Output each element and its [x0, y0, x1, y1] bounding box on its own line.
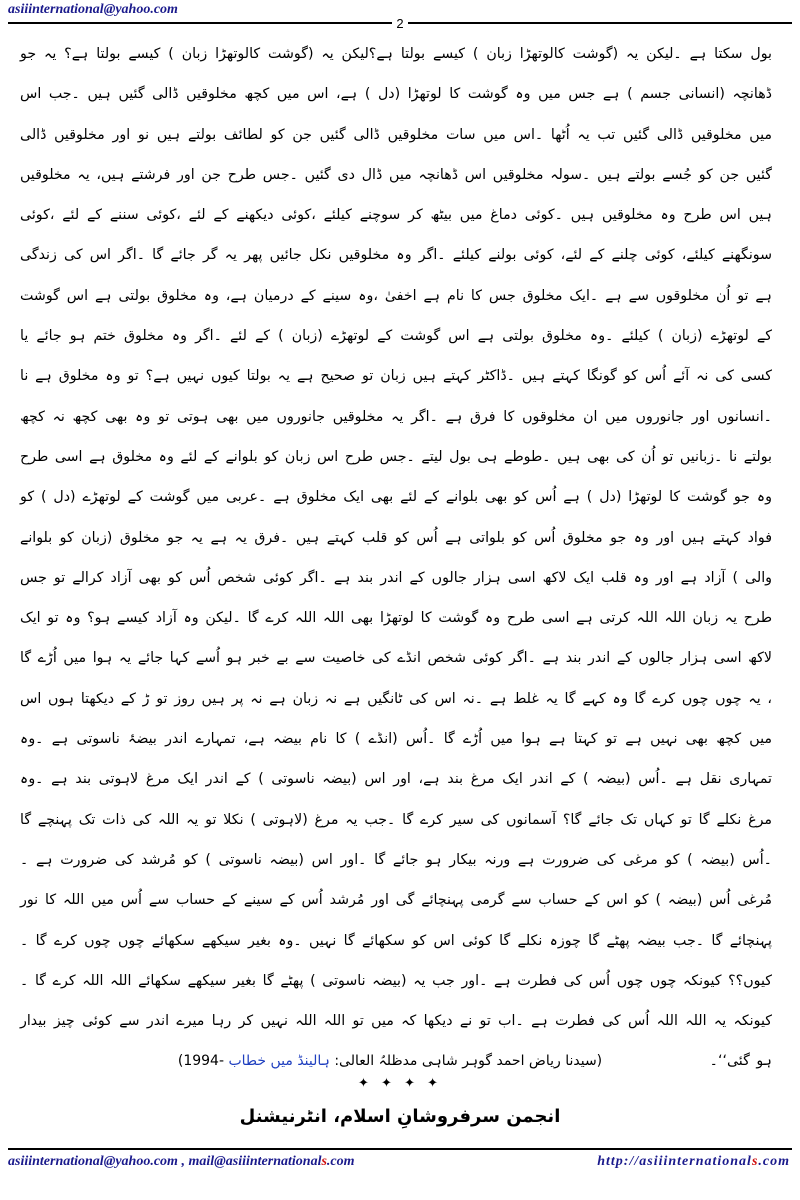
citation-prefix: (سیدنا ریاض احمد گوہر شاہی مدظلہُ العالی: [334, 1053, 603, 1069]
footer-website-link[interactable] [597, 1154, 790, 1170]
footer-emails[interactable] [8, 1154, 355, 1170]
page-number: 2 [392, 16, 407, 31]
footer-website-domain: .com [758, 1154, 790, 1169]
page-number-wrap [0, 16, 800, 31]
article-body [20, 34, 772, 1082]
article-paragraph: بول سکتا ہے ۔لیکن یہ (گوشت کالوتھڑا زبان ) کیسے بولتا ہے؟لیکن یہ (گوشت کالوتھڑا زبان ) کیسے بولتا ہے؟ یہ جو ڈھانچہ (انسانی جسم ) ہے جس میں وہ گوشت کا لوتھڑا (دل ) ہے، اس میں کچھ مخلوقیں ڈالی گئیں ہیں ۔جب اس میں مخلوقیں ڈالی گئیں تب یہ اُٹھا ۔اس میں سات مخلوقیں ڈالی گئیں جن کو لطائف بولتے ہیں نو اور مخلوقیں ڈالی گئیں جن کو جُسے بولتے ہیں ۔سولہ مخلوقیں اس ڈھانچہ میں ڈال دی گئیں ۔جس طرح جن اور فرشتے ہیں، یہ مخلوقیں ہیں اس طرح وہ مخلوقیں ہیں ۔کوئی دماغ میں بیٹھ کر سوچنے کیلئے ،کوئی دیکھنے کے لئے ،کوئی سننے کے لئے ،کوئی سونگھنے کیلئے، کوئی چلنے کے لئے، کوئی بولنے کیلئے ۔اگر وہ مخلوقیں نکل جائیں پھر یہ گر جائے گا ۔اگر اس کی زندگی ہے تو اُن مخلوقوں سے ہے ۔ایک مخلوق جس کا نام ہے اخفیٰ ،وہ سینے کے درمیان ہے، وہ مخلوق بولتی ہے اس گوشت کے لوتھڑے (زبان ) کیلئے ۔وہ مخلوق بولتی ہے اس گوشت کے لوتھڑے (زبان ) کے لئے ۔اگر وہ مخلوق ختم ہو جائے یا کسی کی نہ آئے اُس کو گونگا کہتے ہیں ۔ڈاکٹر کہتے ہیں زبان تو صحیح ہے یہ بولتا کیوں نہیں ہے؟ تو وہ مخلوق ہے نا ۔انسانوں اور جانوروں میں ان مخلوقوں کا فرق ہے ۔اگر یہ مخلوقیں جانوروں میں بھی ہوتی تو وہ بھی کچھ نہ کچھ بولتے نا ۔زبانیں تو اُن کی بھی ہیں ۔طوطے ہی بول لیتے ۔جس طرح اس زبان کو بلوانے کے لئے وہ مخلوق ہے اسی طرح وہ جو گوشت کا لوتھڑا (دل ) ہے اُس کو بھی بلوانے کے لئے بھی ایک مخلوق ہے ۔عربی میں گوشت کے لوتھڑے (دل ) کو فواد کہتے ہیں اور وہ جو مخلوق اُس کو بلواتی ہے اُس کو قلب کہتے ہیں ۔فرق یہ ہے یہ جو مخلوق (زبان کو بلوانے والی ) آزاد ہے اور وہ قلب ایک لاکھ اسی ہزار جالوں کے اندر بند ہے ۔اگر کوئی شخص اُس کو بھی آزاد کرالے تو جس طرح یہ زبان اللہ اللہ کرتی ہے اسی طرح وہ گوشت کا لوتھڑا بھی اللہ اللہ کرے گا ۔لیکن وہ آزاد کیسے ہو؟ وہ تو ایک لاکھ اسی ہزار جالوں کے اندر بند ہے ۔اگر کوئی شخص انڈے کی خاصیت سے بے خبر ہو اُسے کہا جائے یہ ہوا میں اُڑے گا ، یہ چوں چوں کرے گا وہ کہے گا یہ غلط ہے ۔نہ اس کی ٹانگیں ہے نہ زبان ہے نہ پر ہیں روز تو ڑ کے دیکھتا ہوں اس میں کچھ بھی نہیں ہے تو کہتا ہے ہوا میں اُڑے گا ۔اُس (انڈے ) کا نام بیضہ ہے، تمہارے اندر بیضۂ ناسوتی ہے ۔وہ تمہاری نقل ہے ۔اُس (بیضہ ) کے اندر ایک مرغ بند ہے، اور اس (بیضہ ناسوتی ) کے اندر ایک مرغ لاہوتی بند ہے ۔وہ مرغ نکلے گا تو کہاں تک جائے گا؟ آسمانوں کی سیر کرے گا ۔جب یہ مرغ (لاہوتی ) نکلا تو یہ اللہ کی ذات تک پہنچے گا ۔اُس (بیضہ ) کو مرغی کی ضرورت ہے ورنہ بیکار ہو جائے گا ۔اور اس (بیضہ ناسوتی ) کو مُرشد کی ضرورت ہے ۔مُرغی اُس (بیضہ ) کو اس کے حساب سے گرمی پہنچائے گی اور مُرشد اُس کے سینے کے حساب سے اُس میں اللہ کا نور پہنچائے گا ۔جب بیضہ پھٹے گا چوزہ نکلے گا کوئی اس کو سکھائے گا نہیں ۔وہ بغیر سیکھے سکھائے چوں چوں کرے گا ۔کیوں؟؟ کیونکہ چوں چوں اُس کی فطرت ہے ۔اور جب یہ (بیضہ ناسوتی ) پھٹے گا بغیر سیکھے سکھائے اللہ اللہ کرے گا ۔کیونکہ یہ اللہ اللہ اُس کی فطرت ہے ۔اب تو نے دیکھا کہ میں تو اللہ اللہ نہیں کر رہا میرے اندر سے کوئی چیز بیدار ہو گئی‘‘۔ [20, 46, 772, 1070]
header-email[interactable]: asiiinternational@yahoo.com [8, 2, 178, 17]
separator-stars: ✦ ✦ ✦ ✦ [358, 1076, 442, 1091]
organization-title: انجمن سرفروشانِ اسلام، انٹرنیشنل [239, 1106, 561, 1127]
footer-emails-domain: .com [326, 1154, 355, 1169]
footer-emails-accent: s [321, 1154, 327, 1169]
footer-website-text: http://asiiinternational [597, 1154, 752, 1169]
citation-link[interactable]: ہالینڈ میں خطاب [228, 1053, 330, 1069]
footer-emails-text: asiiinternational@yahoo.com , mail@asiiinternational [8, 1154, 322, 1169]
footer-website-accent: s [751, 1154, 759, 1169]
citation [20, 1046, 760, 1076]
footer-divider [8, 1148, 792, 1150]
citation-suffix: -1994) [177, 1053, 225, 1069]
